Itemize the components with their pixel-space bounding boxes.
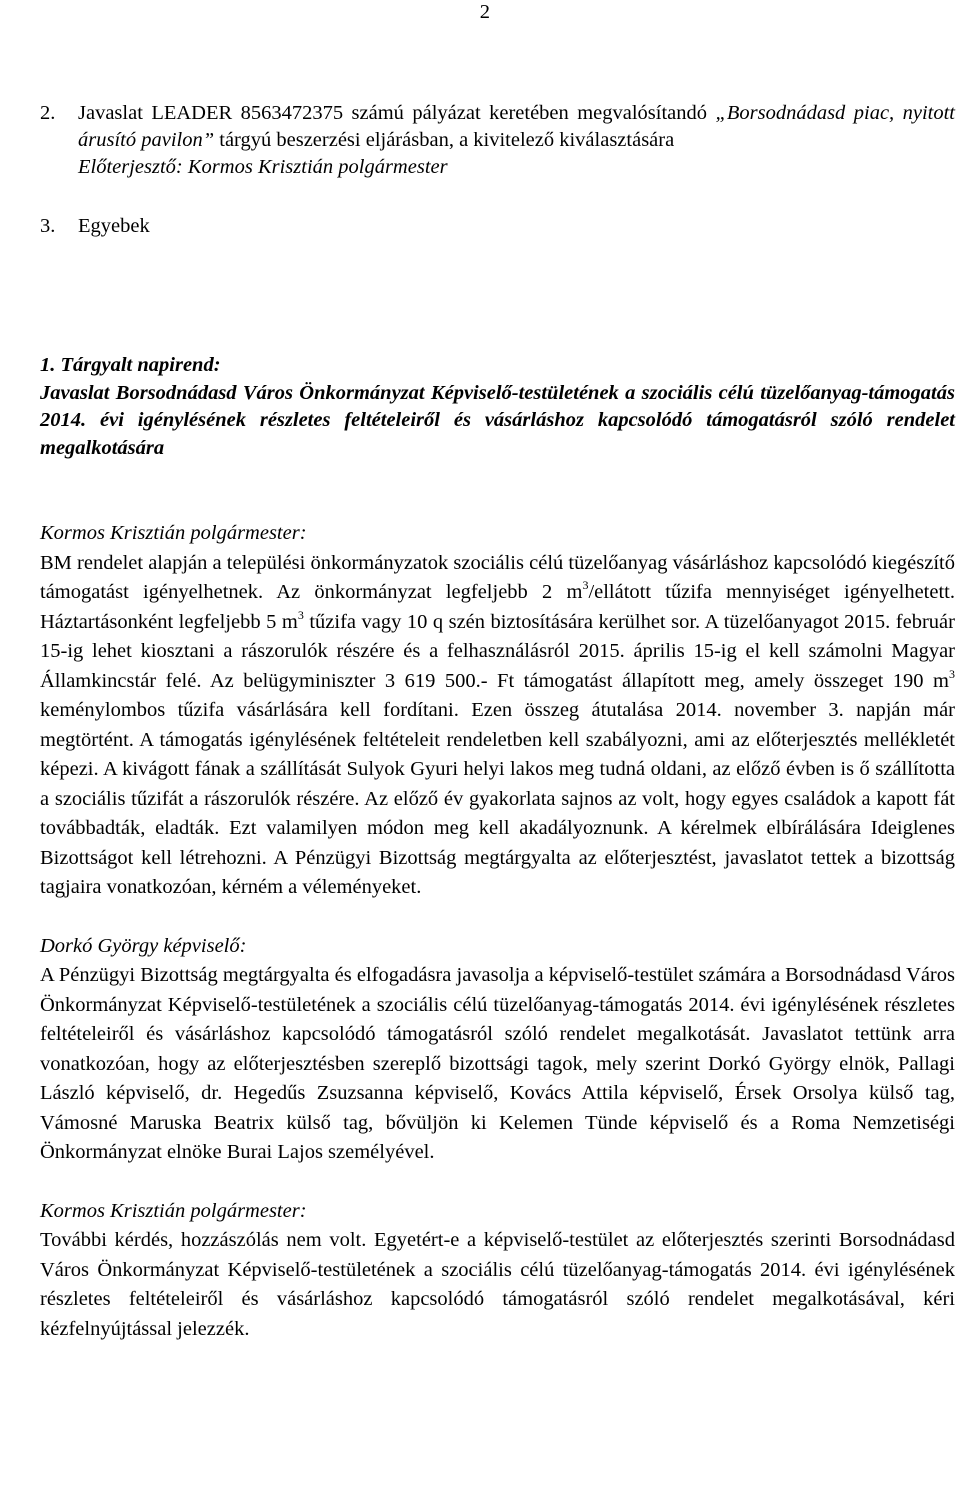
- agenda-item-subject: „Borsodnádasd piac, nyitott árusító pavilon”: [78, 102, 955, 151]
- superscript: 3: [297, 607, 304, 622]
- document-body: [40, 100, 955, 1344]
- section-mayor-2: [40, 1197, 955, 1345]
- speech-text: A Pénzügyi Bizottság megtárgyalta és elfogadásra javasolja a képviselő-testület számára a Borsodnádasd Város Önkormányzat Képviselő-testületének a szociális célú tüzelőanyag-támogatás 2014. évi igénylésének részletes feltételeiről és vásárláshoz kapcsolódó támogatásról szóló rendelet megalkotását. Javaslatot tettünk arra vonatkozóan, hogy az előterjesztésben szereplő bizottsági tagok, mely szerint Dorkó György elnök, Pallagi László képviselő, dr. Hegedűs Zsuzsanna képviselő, Kovács Attila képviselő, Érsek Orsolya külső tag, Vámosné Maruska Beatrix külső tag, bővüljön ki Kelemen Tünde képviselő és a Roma Nemzetiségi Önkormányzat elnöke Burai Lajos személyével.: [40, 964, 955, 1163]
- speaker-name: Kormos Krisztián polgármester:: [40, 522, 307, 544]
- speech-text: További kérdés, hozzászólás nem volt. Egyetért-e a képviselő-testület az előterjesztés szerinti Borsodnádasd Város Önkormányzat Képviselő-testületének a szociális célú tüzelőanyag-támogatás 2014. évi igénylésének részletes feltételeiről és vásárláshoz kapcsolódó támogatásról szóló rendelet megalkotásával, kéri kézfelnyújtással jelezzék.: [40, 1229, 955, 1340]
- agenda-item-number: 2.: [40, 102, 56, 124]
- speaker-name: Dorkó György képviselő:: [40, 934, 247, 957]
- agenda-item-2: [40, 100, 955, 154]
- section-mayor-1: [40, 519, 955, 903]
- agenda-item-text: Egyebek: [78, 215, 150, 237]
- speech-text-part: /ellátott tűzifa mennyiséget igényelhetett. Háztartásonként legfeljebb 5 m: [40, 581, 955, 633]
- agenda-item-presenter: Előterjesztő: Kormos Krisztián polgármester: [78, 156, 448, 178]
- agenda-item-number: 3.: [40, 215, 56, 237]
- agenda-item-3: [40, 213, 955, 240]
- superscript: 3: [949, 666, 955, 681]
- speaker-name: Kormos Krisztián polgármester:: [40, 1199, 307, 1222]
- speech-text-part: tűzifa vagy 10 q szén biztosítására kerülhet sor. A tüzelőanyagot 2015. február 15-ig lehet kiosztani a rászorulók részére és a felhasználásról 2015. április 15-ig el kell számolni Magyar Államkincstár felé. Az belügyminiszter 3 619 500.- Ft támogatást állapított meg, amely összeget 190 m: [40, 610, 955, 692]
- section-dorko: [40, 932, 955, 1168]
- agenda-item-text: Javaslat LEADER 8563472375 számú pályázat keretében megvalósítandó: [78, 102, 716, 124]
- speech-text-part: BM rendelet alapján a települési önkormányzatok szociális célú tüzelőanyag vásárláshoz kapcsolódó kiegészítő támogatást igényelhetnek. Az önkormányzat legfeljebb 2 m: [40, 551, 955, 603]
- speech-text-part: keménylombos tűzifa vásárlására kell fordítani. Ezen összeg átutalása 2014. november 3. napján már megtörtént. A támogatás igénylésének feltételeit rendeletben kell szabályozni, ami az előterjesztés mellékletét képezi. A kivágott fának a szállítását Sulyok Gyuri helyi lakos meg tudná oldani, az előző évben is ő szállította a szociális tűzifát a rászorulók részére. Az előző év gyakorlata sajnos az volt, hogy egyes családok a kapott fát továbbadták, eladták. Ezt valamilyen módon meg kell akadályoznunk. A kérelmek elbírálására Ideiglenes Bizottságot kell létrehozni. A Pénzügyi Bizottság megtárgyalta az előterjesztést, javaslatot tettek a bizottság tagjaira vonatkozóan, kérném a véleményeket.: [40, 699, 955, 898]
- topic-label: 1. Tárgyalt napirend:: [40, 354, 221, 376]
- page-number: 2: [479, 1, 490, 23]
- agenda-item-text-end: tárgyú beszerzési eljárásban, a kivitelező kiválasztására: [214, 129, 675, 151]
- topic-title: Javaslat Borsodnádasd Város Önkormányzat Képviselő-testületének a szociális célú tüzelőanyag-támogatás 2014. évi igénylésének részletes feltételeiről és vásárláshoz kapcsolódó támogatásról szóló rendelet megalkotására: [40, 381, 955, 459]
- speech-text: [40, 549, 955, 903]
- superscript: 3: [582, 578, 589, 592]
